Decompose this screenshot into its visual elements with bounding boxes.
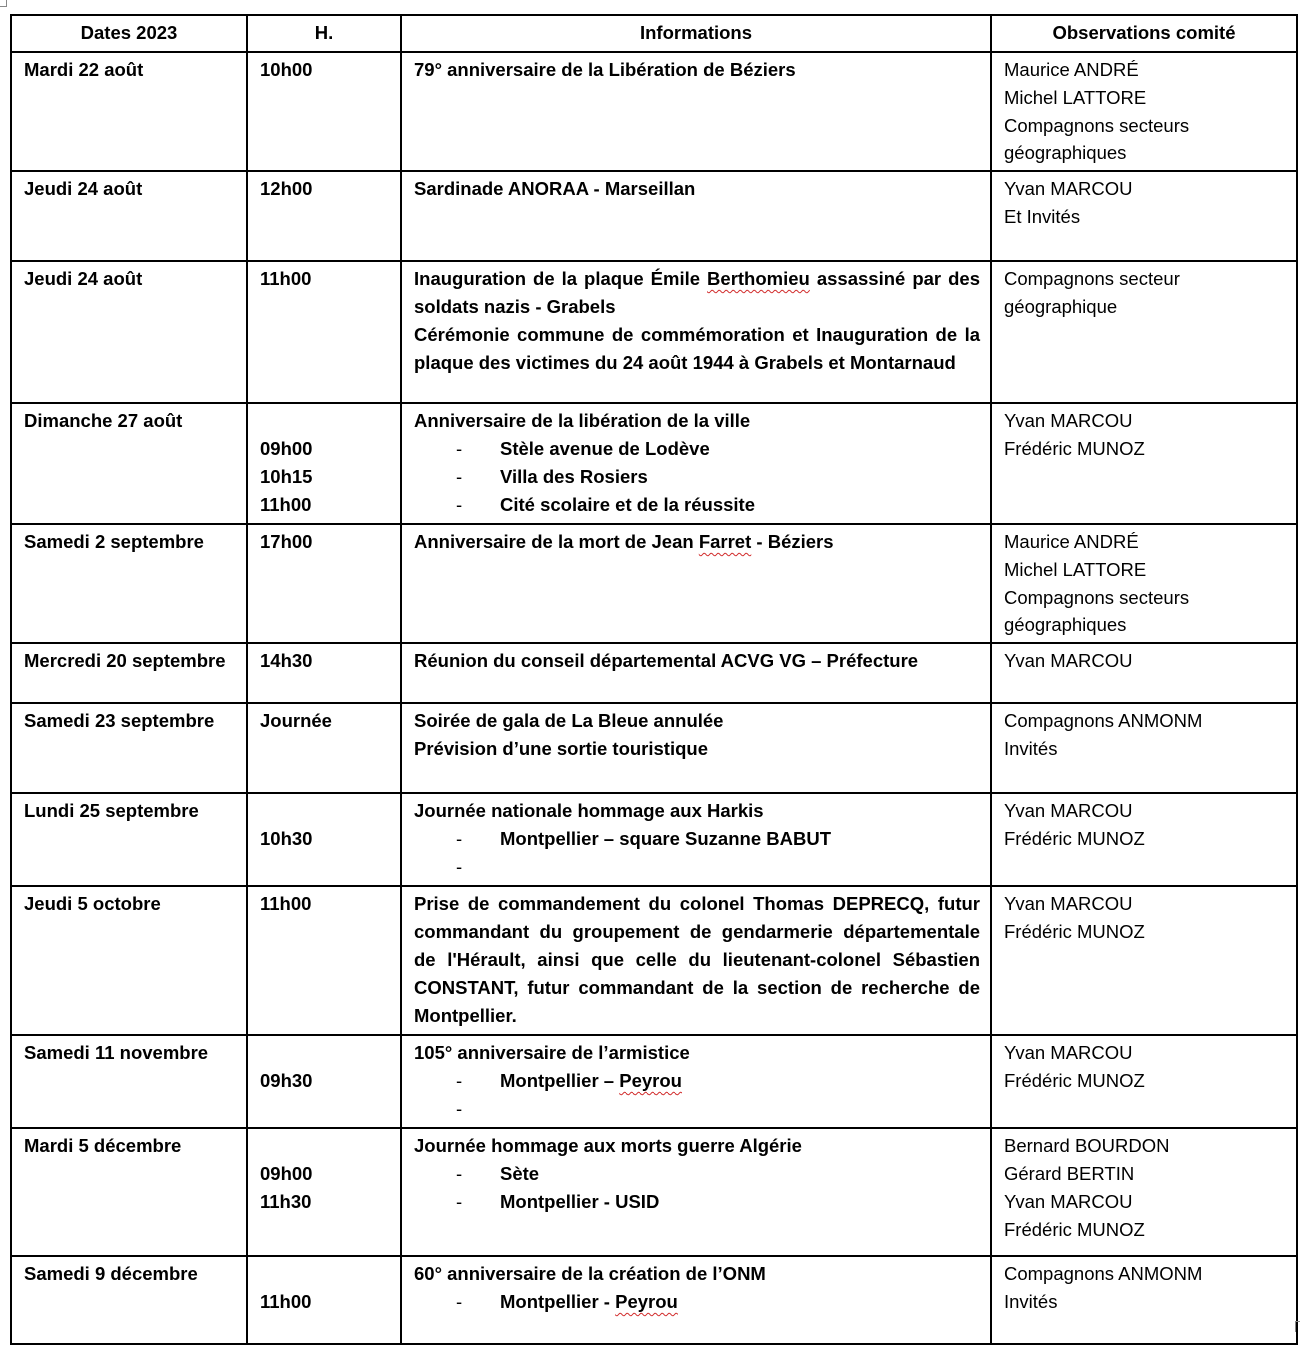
info-bullet-item: [414, 853, 980, 881]
info-bullet-item: [414, 463, 980, 491]
header-observations: Observations comité: [991, 15, 1297, 52]
date-cell: Samedi 23 septembre: [11, 703, 247, 793]
bullet-dash: -: [456, 1163, 463, 1184]
bullet-text: Villa des Rosiers: [500, 466, 648, 487]
info-text: Journée nationale hommage aux Harkis: [414, 800, 764, 821]
date-cell: Lundi 25 septembre: [11, 793, 247, 886]
info-bullet-item: [414, 1095, 980, 1123]
observation-name: Yvan MARCOU: [1004, 1042, 1133, 1063]
info-cell: [401, 793, 991, 886]
time-spacer: [260, 407, 388, 435]
observation-name: Yvan MARCOU: [1004, 1191, 1133, 1212]
page-corner-mark: [1295, 1321, 1300, 1332]
time-value: 09h00: [260, 1163, 313, 1184]
time-cell: [247, 886, 401, 1035]
observations-cell: [991, 793, 1297, 886]
table-row: [11, 403, 1297, 524]
info-bullet-item: [414, 825, 980, 853]
header-hour: H.: [247, 15, 401, 52]
observations-cell: [991, 52, 1297, 171]
date-cell: Samedi 11 novembre: [11, 1035, 247, 1128]
observations-cell: [991, 261, 1297, 403]
observation-name: Compagnons ANMONM: [1004, 1263, 1203, 1284]
time-cell: [247, 524, 401, 643]
info-text: Anniversaire de la libération de la ville: [414, 410, 751, 431]
observation-name: Yvan MARCOU: [1004, 410, 1133, 431]
info-text: Prise de commandement du colonel Thomas DEPRECQ, futur commandant du groupement de gendarmerie départementale de l'Hérault, ainsi que celle du lieutenant-colonel Sébastien CONSTANT, futur commandant de la section de recherche de Montpellier.: [414, 893, 980, 1026]
time-value: 11h30: [260, 1191, 312, 1212]
info-cell: [401, 1035, 991, 1128]
info-text: Journée hommage aux morts guerre Algérie: [414, 1135, 802, 1156]
time-value: 12h00: [260, 178, 313, 199]
table-row: [11, 1128, 1297, 1256]
observation-name: Invités: [1004, 738, 1058, 759]
info-cell: [401, 171, 991, 261]
spellcheck-flag: Berthomieu: [707, 268, 810, 289]
observations-cell: [991, 171, 1297, 261]
table-row: [11, 524, 1297, 643]
info-text: 105° anniversaire de l’armistice: [414, 1042, 690, 1063]
table-header-row: [11, 15, 1297, 52]
table-row: [11, 793, 1297, 886]
observations-cell: [991, 643, 1297, 703]
info-text: 60° anniversaire de la création de l’ONM: [414, 1263, 766, 1284]
bullet-dash: -: [456, 1070, 463, 1091]
table-row: [11, 886, 1297, 1035]
info-text: Soirée de gala de La Bleue annulée: [414, 710, 724, 731]
info-cell: [401, 703, 991, 793]
bullet-text: Stèle avenue de Lodève: [500, 438, 710, 459]
observation-name: Yvan MARCOU: [1004, 800, 1133, 821]
observation-name: Michel LATTORE: [1004, 87, 1147, 108]
date-cell: Jeudi 5 octobre: [11, 886, 247, 1035]
agenda-rows: [11, 52, 1297, 1344]
observation-name: Maurice ANDRÉ: [1004, 531, 1139, 552]
observation-name: Compagnons secteurs: [1004, 587, 1190, 608]
time-cell: [247, 52, 401, 171]
observation-name: Maurice ANDRÉ: [1004, 59, 1139, 80]
observation-name: Et Invités: [1004, 206, 1081, 227]
observation-name: Compagnons secteurs: [1004, 115, 1190, 136]
info-text: Réunion du conseil départemental ACVG VG – Préfecture: [414, 650, 919, 671]
table-row: [11, 171, 1297, 261]
time-value: 10h15: [260, 466, 313, 487]
observations-cell: [991, 1128, 1297, 1256]
bullet-text: Sète: [500, 1163, 540, 1184]
time-value: Journée: [260, 710, 332, 731]
info-bullet-item: [414, 435, 980, 463]
bullet-text: Cité scolaire et de la réussite: [500, 494, 756, 515]
time-cell: [247, 171, 401, 261]
bullet-text: Montpellier – Peyrou: [500, 1070, 682, 1091]
observation-name: Yvan MARCOU: [1004, 650, 1133, 671]
observation-name: Yvan MARCOU: [1004, 178, 1133, 199]
observation-name: Compagnons ANMONM: [1004, 710, 1203, 731]
info-text: Inauguration de la plaque Émile Berthomieu assassiné par des soldats nazis - Grabels: [414, 268, 980, 317]
table-row: [11, 52, 1297, 171]
observations-cell: [991, 1035, 1297, 1128]
spellcheck-flag: Peyrou: [615, 1291, 678, 1312]
date-cell: Dimanche 27 août: [11, 403, 247, 524]
observation-name: Frédéric MUNOZ: [1004, 921, 1145, 942]
time-value: 14h30: [260, 650, 313, 671]
time-value: 11h00: [260, 1291, 312, 1312]
table-row: [11, 643, 1297, 703]
observations-cell: [991, 1256, 1297, 1344]
agenda-document: [10, 14, 1296, 1345]
observation-name: Frédéric MUNOZ: [1004, 1219, 1145, 1240]
date-cell: Mardi 5 décembre: [11, 1128, 247, 1256]
time-value: 11h00: [260, 893, 312, 914]
spellcheck-flag: Peyrou: [619, 1070, 682, 1091]
date-cell: Jeudi 24 août: [11, 261, 247, 403]
observation-name: Gérard BERTIN: [1004, 1163, 1135, 1184]
time-value: 17h00: [260, 531, 313, 552]
time-cell: [247, 703, 401, 793]
date-cell: Mardi 22 août: [11, 52, 247, 171]
observation-name: Bernard BOURDON: [1004, 1135, 1170, 1156]
observations-cell: [991, 886, 1297, 1035]
time-cell: [247, 1256, 401, 1344]
table-row: [11, 1256, 1297, 1344]
bullet-dash: -: [456, 856, 463, 877]
info-cell: [401, 886, 991, 1035]
bullet-dash: -: [456, 438, 463, 459]
observation-name: géographiques: [1004, 614, 1127, 635]
time-value: 11h00: [260, 494, 312, 515]
table-row: [11, 261, 1297, 403]
time-spacer: [260, 797, 388, 825]
bullet-text: [500, 1098, 505, 1119]
time-value: 09h00: [260, 438, 313, 459]
date-cell: Mercredi 20 septembre: [11, 643, 247, 703]
observation-name: Michel LATTORE: [1004, 559, 1147, 580]
info-cell: [401, 643, 991, 703]
header-dates: Dates 2023: [11, 15, 247, 52]
date-cell: Jeudi 24 août: [11, 171, 247, 261]
bullet-dash: -: [456, 494, 463, 515]
observation-name: Frédéric MUNOZ: [1004, 828, 1145, 849]
observation-name: Frédéric MUNOZ: [1004, 438, 1145, 459]
info-cell: [401, 403, 991, 524]
time-cell: [247, 261, 401, 403]
time-spacer: [260, 1039, 388, 1067]
info-text: Anniversaire de la mort de Jean Farret - Béziers: [414, 531, 834, 552]
info-text: Cérémonie commune de commémoration et Inauguration de la plaque des victimes du 24 août 1944 à Grabels et Montarnaud: [414, 324, 980, 373]
date-cell: Samedi 9 décembre: [11, 1256, 247, 1344]
observations-cell: [991, 403, 1297, 524]
info-cell: [401, 261, 991, 403]
info-text: Prévision d’une sortie touristique: [414, 738, 708, 759]
info-bullet-item: [414, 1288, 980, 1316]
spellcheck-flag: Farret: [698, 531, 752, 552]
bullet-dash: -: [456, 1098, 463, 1119]
observation-name: Compagnons secteur: [1004, 268, 1180, 289]
bullet-text: Montpellier - USID: [500, 1191, 660, 1212]
time-value: 10h00: [260, 59, 313, 80]
info-cell: [401, 52, 991, 171]
observation-name: Frédéric MUNOZ: [1004, 1070, 1145, 1091]
header-info: Informations: [401, 15, 991, 52]
time-value: 09h30: [260, 1070, 313, 1091]
date-cell: Samedi 2 septembre: [11, 524, 247, 643]
bullet-dash: -: [456, 1191, 463, 1212]
agenda-table: [10, 14, 1298, 1345]
time-cell: [247, 793, 401, 886]
bullet-dash: -: [456, 828, 463, 849]
time-cell: [247, 1128, 401, 1256]
info-bullet-item: [414, 1188, 980, 1216]
info-bullet-item: [414, 491, 980, 519]
table-row: [11, 1035, 1297, 1128]
observation-name: géographique: [1004, 296, 1118, 317]
bullet-dash: -: [456, 1291, 463, 1312]
info-cell: [401, 1128, 991, 1256]
time-cell: [247, 643, 401, 703]
time-value: 11h00: [260, 268, 312, 289]
bullet-text: Montpellier - Peyrou: [500, 1291, 678, 1312]
info-bullet-item: [414, 1160, 980, 1188]
time-cell: [247, 403, 401, 524]
time-cell: [247, 1035, 401, 1128]
info-cell: [401, 524, 991, 643]
observation-name: Invités: [1004, 1291, 1058, 1312]
observations-cell: [991, 703, 1297, 793]
table-row: [11, 703, 1297, 793]
time-value: 10h30: [260, 828, 313, 849]
time-spacer: [260, 1132, 388, 1160]
info-text: Sardinade ANORAA - Marseillan: [414, 178, 696, 199]
observations-cell: [991, 524, 1297, 643]
info-bullet-item: [414, 1067, 980, 1095]
observation-name: géographiques: [1004, 142, 1127, 163]
time-spacer: [260, 1260, 388, 1288]
info-text: 79° anniversaire de la Libération de Béziers: [414, 59, 796, 80]
info-cell: [401, 1256, 991, 1344]
bullet-text: Montpellier – square Suzanne BABUT: [500, 828, 831, 849]
observation-name: Yvan MARCOU: [1004, 893, 1133, 914]
bullet-text: [500, 856, 505, 877]
page-corner-mark: [0, 0, 7, 7]
bullet-dash: -: [456, 466, 463, 487]
